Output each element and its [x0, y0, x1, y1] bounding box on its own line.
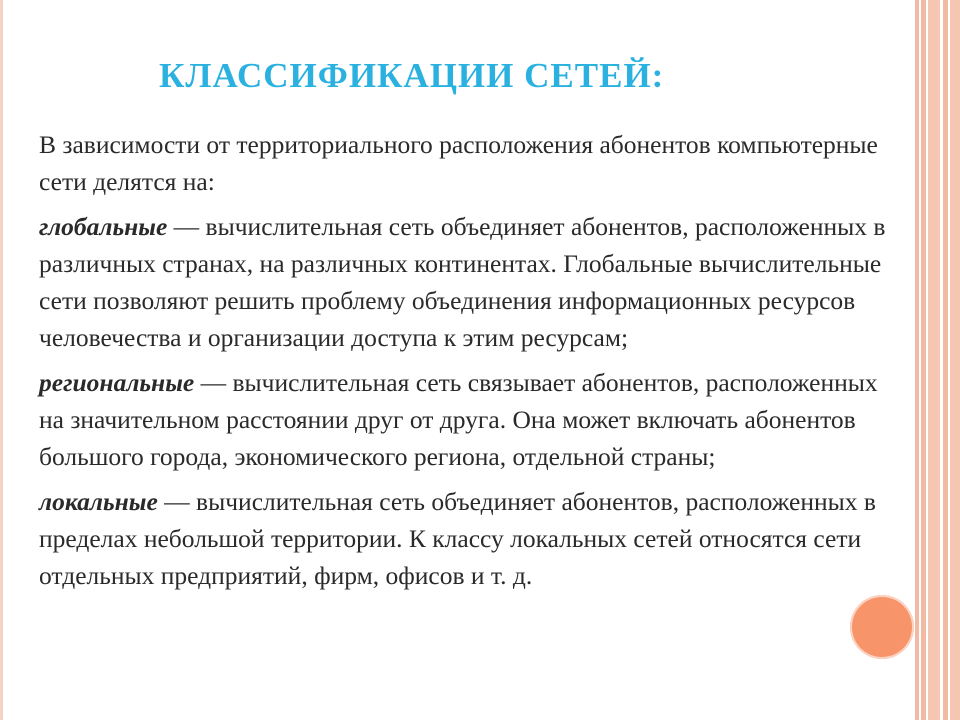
definition-local: — вычислительная сеть объединяет абонентов, расположенных в пределах небольшой территории. К классу локальных сетей относятся сети отдельных предприятий, фирм, офисов и т. д.: [39, 487, 876, 590]
left-edge-decoration: [0, 0, 3, 720]
term-global: глобальные: [39, 212, 168, 241]
intro-paragraph: В зависимости от территориального расположения абонентов компьютерные сети делятся на:: [39, 130, 878, 196]
definition-regional: — вычислительная сеть связывает абонентов, расположенных на значительном расстоянии друг от друга. Она может включать абонентов большого города, экономического региона, отдельной страны;: [39, 368, 878, 471]
slide-title: КЛАССИФИКАЦИИ СЕТЕЙ:: [159, 56, 665, 95]
term-local: локальные: [39, 487, 158, 516]
right-stripes-decoration: [912, 0, 960, 720]
item-local: [39, 483, 909, 594]
slide-body: [39, 126, 909, 602]
definition-global: — вычислительная сеть объединяет абонентов, расположенных в различных странах, на различных континентах. Глобальные вычислительные сети позволяют решить проблему объединения информационных ресурсов человечества и организации доступа к этим ресурсам;: [39, 212, 886, 352]
item-regional: [39, 364, 909, 475]
item-global: [39, 208, 909, 356]
term-regional: региональные: [39, 368, 195, 397]
orange-circle-decoration: [850, 595, 914, 659]
